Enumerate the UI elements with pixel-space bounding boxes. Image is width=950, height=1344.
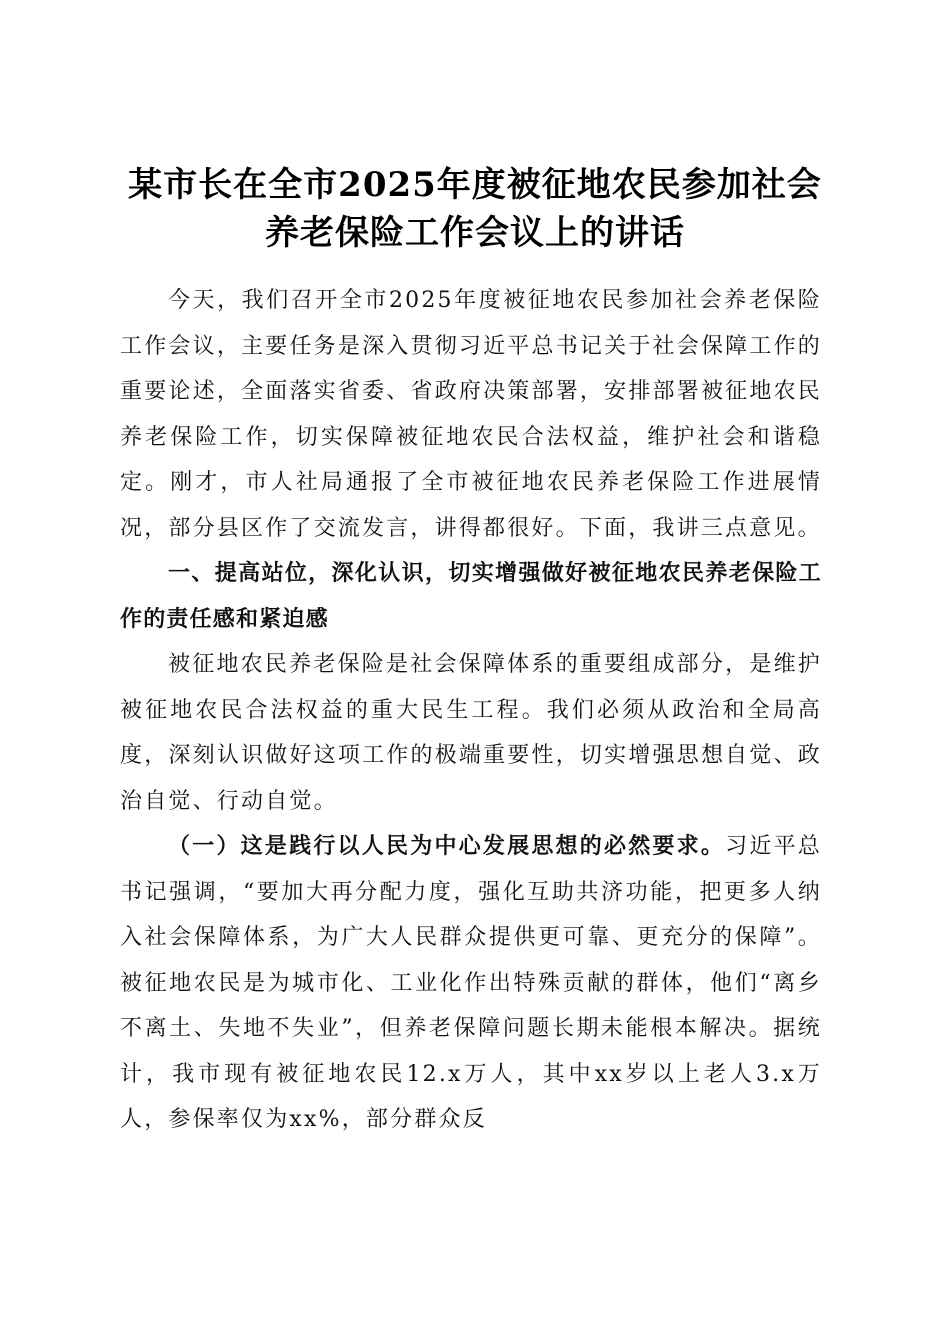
document-body: [120, 278, 822, 1143]
section-heading-1: 一、提高站位，深化认识，切实增强做好被征地农民养老保险工作的责任感和紧迫感: [120, 561, 822, 632]
section-1-paragraph: 被征地农民养老保险是社会保障体系的重要组成部分，是维护被征地农民合法权益的重大民生工程。我们必须从政治和全局高度，深刻认识做好这项工作的极端重要性，切实增强思想自觉、政治自觉、行动自觉。: [120, 652, 822, 814]
document-title: [100, 161, 850, 257]
title-line-2: 养老保险工作会议上的讲话: [265, 212, 685, 253]
intro-paragraph: 今天，我们召开全市2025年度被征地农民参加社会养老保险工作会议，主要任务是深入贯彻习近平总书记关于社会保障工作的重要论述，全面落实省委、省政府决策部署，安排部署被征地农民养老保险工作，切实保障被征地农民合法权益，维护社会和谐稳定。刚才，市人社局通报了全市被征地农民养老保险工作进展情况，部分县区作了交流发言，讲得都很好。下面，我讲三点意见。: [120, 288, 822, 541]
title-line-1: 某市长在全市2025年度被征地农民参加社会: [128, 164, 822, 205]
subsection-1-paragraph: [120, 824, 822, 1143]
subsection-1-heading: （一）这是践行以人民为中心发展思想的必然要求。: [168, 833, 726, 859]
subsection-1-text: 习近平总书记强调，“要加大再分配力度，强化互助共济功能，把更多人纳入社会保障体系，为广大人民群众提供更可靠、更充分的保障”。被征地农民是为城市化、工业化作出特殊贡献的群体，他们“离乡不离土、失地不失业”，但养老保障问题长期未能根本解决。据统计，我市现有被征地农民12.x万人，其中xx岁以上老人3.x万人，参保率仅为xx%，部分群众反: [120, 834, 822, 1132]
